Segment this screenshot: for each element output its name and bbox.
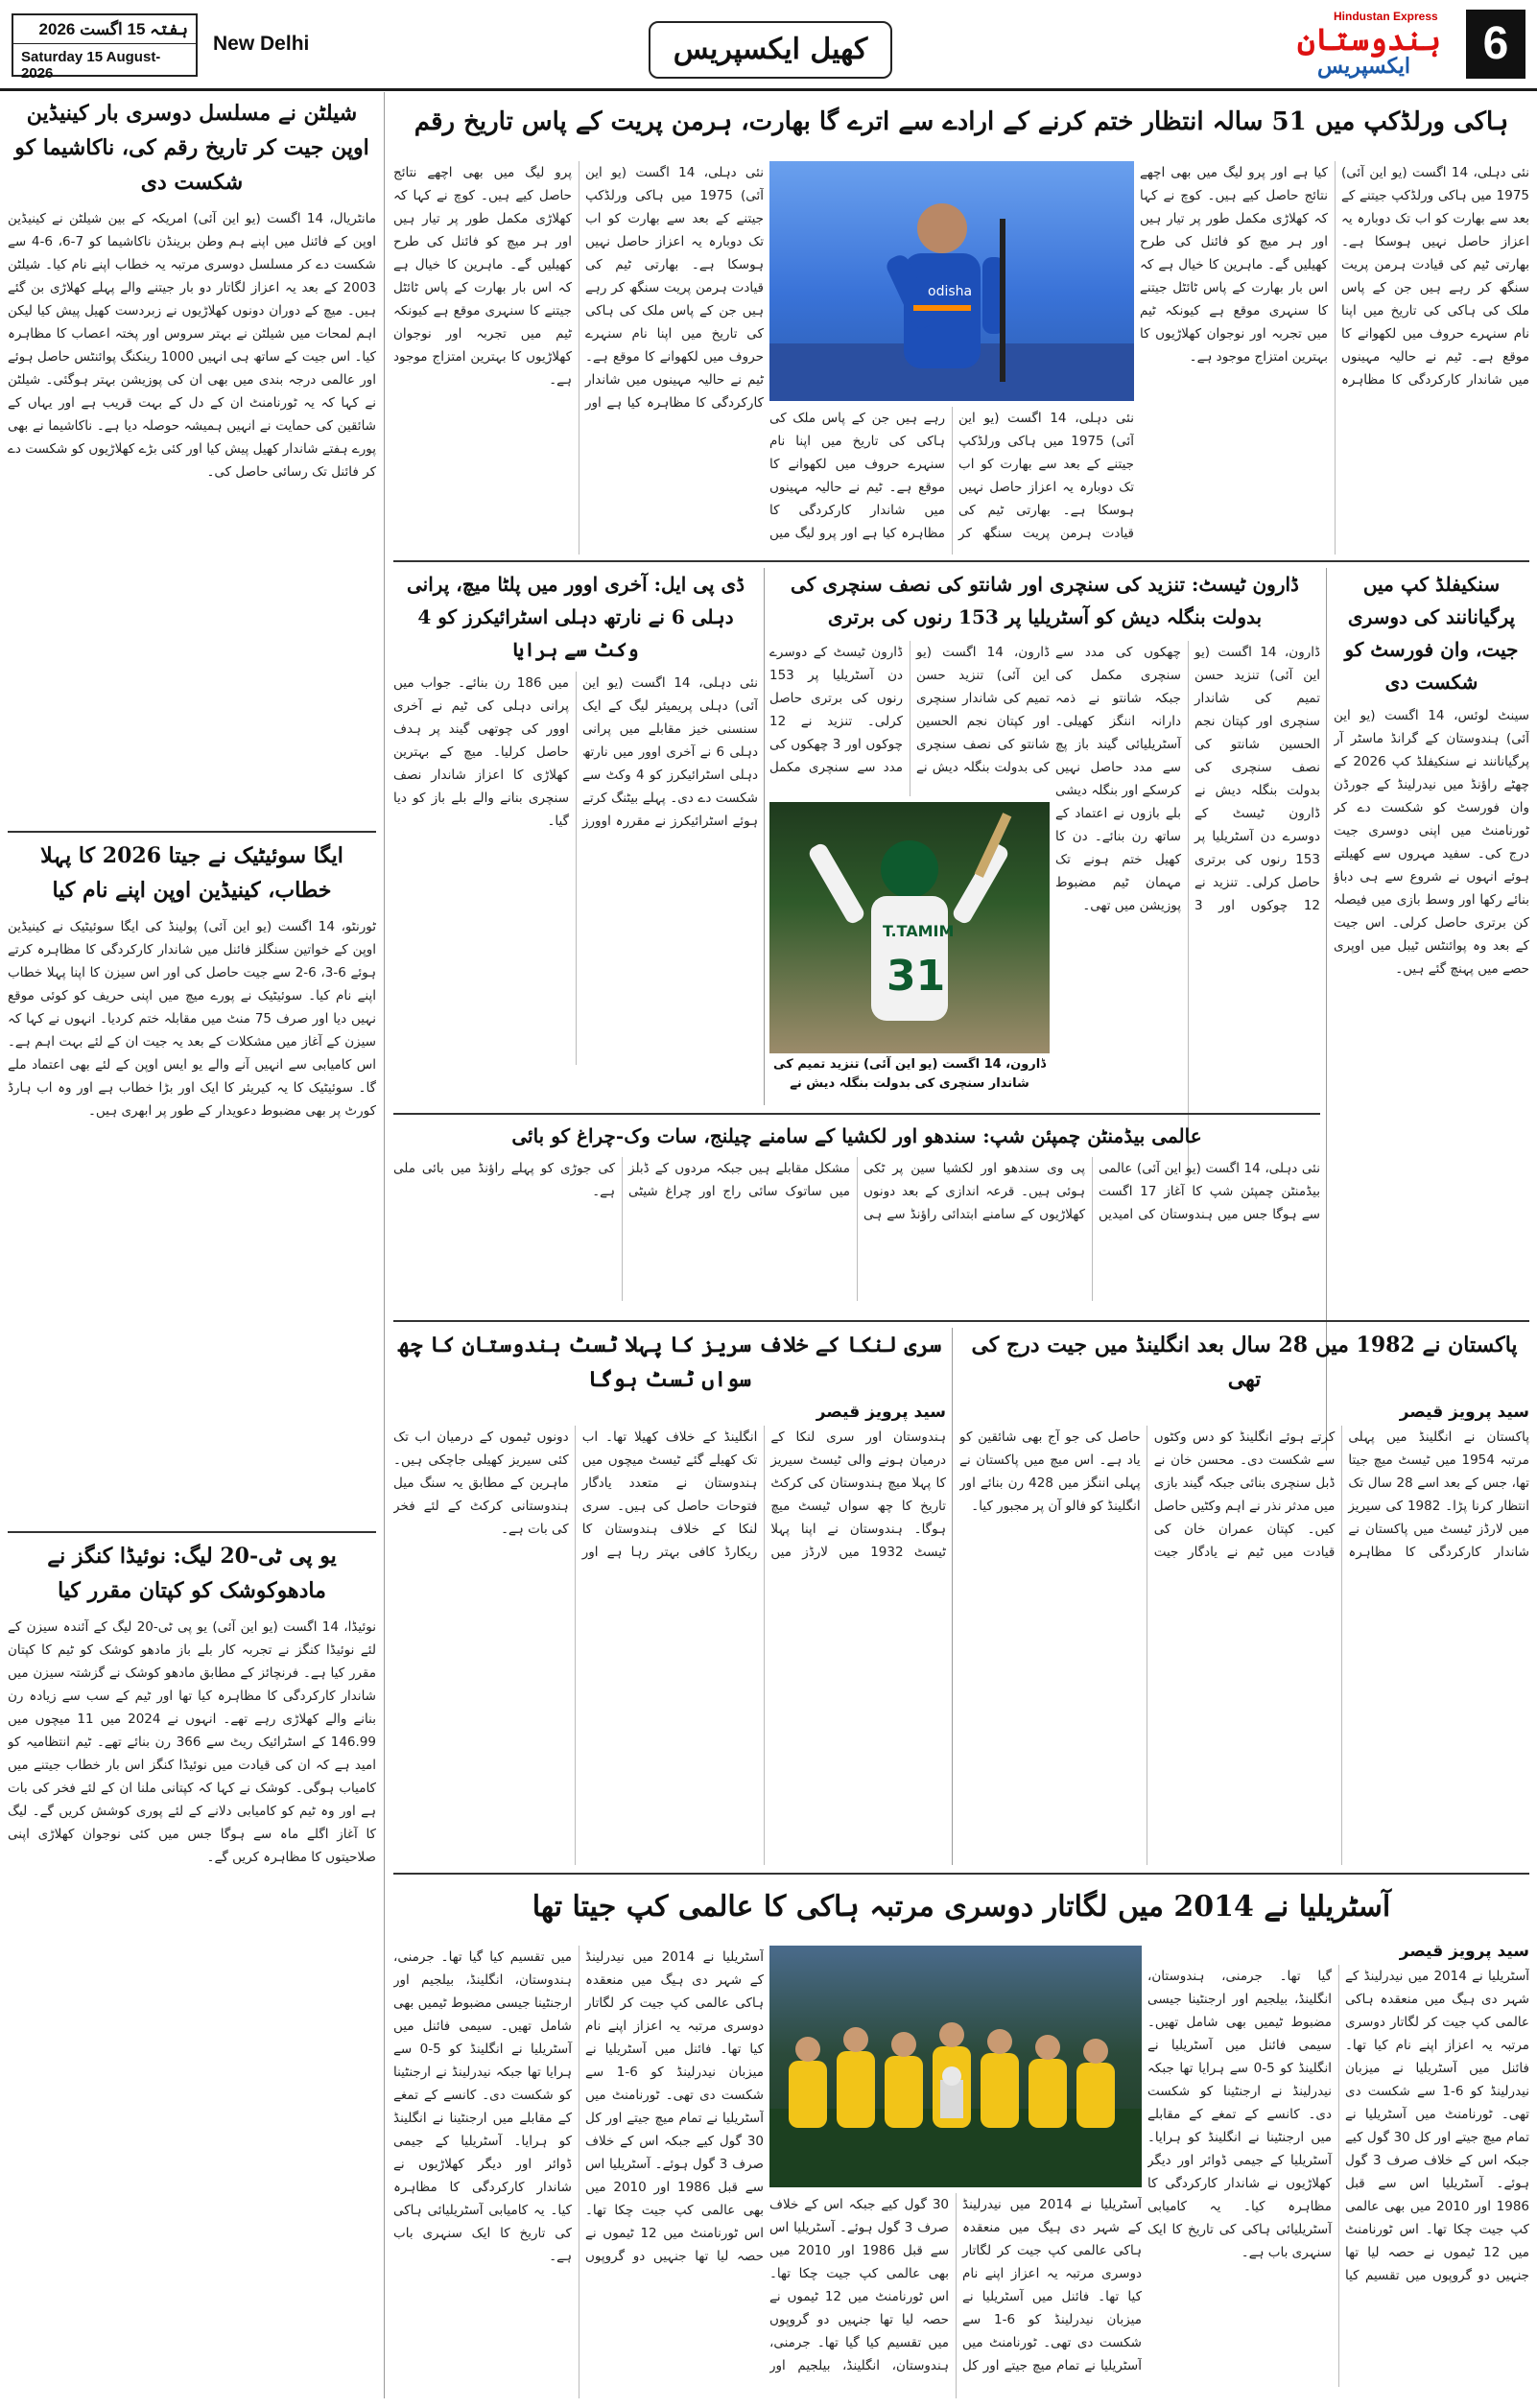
article-darwin-body-left (769, 641, 1050, 796)
logo-urdu-top: ہندوستان (1297, 21, 1441, 58)
jersey-name: T.TAMIM (883, 922, 955, 940)
newspaper-logo (1276, 6, 1449, 83)
article-badminton (393, 1121, 1320, 1312)
headline: شیلٹن نے مسلسل دوسری بار کینیڈین اوپن جیت کر تاریخ رقم کی، ناکاشیما کو شکست دی (14, 101, 369, 195)
headline: ہاکی ورلڈکپ میں 51 سالہ انتظار ختم کرنے کے ارادے سے اترے گا بھارت، ہرمن پریت کے پاس تاریخ رقم (414, 107, 1509, 136)
article-body: نئی دہلی، 14 اگست (یو این آئی) 1975 میں ہاکی ورلڈکپ جیتنے کے بعد سے بھارت کو اب تک دوبارہ یہ اعزاز حاصل نہیں ہوسکا ہے۔ بھارتی ٹیم کی قیادت ہرمن پریت سنگھ کر رہے ہیں جن کے پاس ملک کی ہاکی کی تاریخ میں اپنا نام سنہرے حروف میں لکھوانے کا موقع ہے۔ ٹیم نے حالیہ مہینوں میں شاندار کارکردگی کا مظاہرہ کیا ہے اور پرو لیگ میں بھی اچھے نتائج حاصل کیے ہیں۔ کوچ نے کہا کہ کھلاڑی مکمل طور پر تیار ہیں اور ہر میچ کو فائنل کی طرح کھیلیں گے۔ ماہرین کا خیال ہے کہ اس بار بھارت کے پاس ٹائٹل جیتنے کا سنہری موقع ہے کیونکہ ٹیم میں تجربہ اور نوجوان کھلاڑیوں کا بہترین امتزاج موجود ہے۔ (1140, 165, 1529, 388)
masthead (0, 0, 1537, 91)
article-darwin-body-right (1055, 641, 1320, 1178)
divider (393, 1873, 1529, 1875)
article-body: پاکستان نے انگلینڈ میں پہلی مرتبہ 1954 میں ٹیسٹ میچ جیتا تھا، جس کے بعد اسے 28 سال تک انتظار کرنا پڑا۔ 1982 کی سیریز میں لارڈز ٹیسٹ میں پاکستان نے شاندار کارکردگی کا مظاہرہ کرتے ہوئے انگلینڈ کو دس وکٹوں سے شکست دی۔ محسن خان نے ڈبل سنچری بنائی جبکہ گیند بازی میں مدثر نذر نے اہم وکٹیں حاصل کیں۔ کپتان عمران خان کی قیادت میں ٹیم نے یادگار جیت حاصل کی جو آج بھی شائقین کو یاد ہے۔ اس میچ میں پاکستان نے پہلی اننگز میں 428 رن بنائے اور انگلینڈ کو فالو آن پر مجبور کیا۔ (959, 1429, 1529, 1560)
article-hockey-body-right (1140, 161, 1529, 555)
page-number: 6 (1466, 10, 1525, 79)
divider (393, 1320, 1529, 1322)
hockey-player-illustration (769, 161, 1134, 401)
team-celebration-photo (769, 1946, 1142, 2187)
article-body: نئی دہلی، 14 اگست (یو این آئی) 1975 میں ہاکی ورلڈکپ جیتنے کے بعد سے بھارت کو اب تک دوبارہ یہ اعزاز حاصل نہیں ہوسکا ہے۔ بھارتی ٹیم کی قیادت ہرمن پریت سنگھ کر رہے ہیں جن کے پاس ملک کی ہاکی کی تاریخ میں اپنا نام سنہرے حروف میں لکھوانے کا موقع ہے۔ ٹیم نے حالیہ مہینوں میں شاندار کارکردگی کا مظاہرہ کیا ہے اور پرو لیگ میں بھی اچھے نتائج حاصل کیے ہیں۔ کوچ نے کہا کہ کھلاڑی مکمل طور پر تیار ہیں اور ہر میچ کو فائنل کی طرح کھیلیں گے۔ ماہرین کا خیال ہے کہ اس بار بھارت کے پاس ٹائٹل جیتنے کا سنہری موقع ہے کیونکہ ٹیم میں تجربہ اور نوجوان کھلاڑیوں کا بہترین امتزاج موجود ہے۔ (393, 165, 764, 411)
date-urdu: ہفتہ 15 اگست 2026 (13, 15, 196, 44)
byline: سید پرویز قیصر (816, 1403, 946, 1422)
divider (393, 560, 1529, 562)
article-body: نئی دہلی، 14 اگست (یو این آئی) 1975 میں ہاکی ورلڈکپ جیتنے کے بعد سے بھارت کو اب تک دوبارہ یہ اعزاز حاصل نہیں ہوسکا ہے۔ بھارتی ٹیم کی قیادت ہرمن پریت سنگھ کر رہے ہیں جن کے پاس ملک کی ہاکی کی تاریخ میں اپنا نام سنہرے حروف میں لکھوانے کا موقع ہے۔ ٹیم نے حالیہ مہینوں میں شاندار کارکردگی کا مظاہرہ کیا ہے اور پرو لیگ میں (769, 411, 1134, 541)
headline: ڈارون ٹیسٹ: تنزید کی سنچری اور شانتو کی نصف سنچری کی بدولت بنگلہ دیش کو آسٹریلیا پر 153 رنوں کی برتری (791, 573, 1299, 628)
divider (393, 1113, 1320, 1115)
article-australia-body-left (393, 1946, 764, 2398)
cricket-photo-caption (769, 1055, 1050, 1094)
article-australia-body-under-photo (769, 2193, 1142, 2398)
article-body: آسٹریلیا نے 2014 میں نیدرلینڈ کے شہر دی ہیگ میں منعقدہ ہاکی عالمی کپ جیت کر لگاتار دوسری مرتبہ یہ اعزاز اپنے نام کیا تھا۔ فائنل میں آسٹریلیا نے میزبان نیدرلینڈ کو 6-1 سے شکست دی تھی۔ ٹورنامنٹ میں آسٹریلیا نے تمام میچ جیتے اور کل 30 گول کیے جبکہ اس کے خلاف صرف 3 گول ہوئے۔ آسٹریلیا اس سے قبل 1986 اور 2010 میں بھی عالمی کپ جیت چکا تھا۔ اس ٹورنامنٹ میں 12 ٹیموں نے حصہ لیا تھا جنہیں دو گروپوں میں تقسیم کیا گیا تھا۔ جرمنی، ہندوستان، انگلینڈ، بیلجیم اور ارجنٹینا جیسی مضبوط ٹیمیں بھی شامل تھیں۔ سیمی فائنل میں آسٹریلیا نے انگلینڈ کو 5-0 سے ہرایا تھا جبکہ نیدرلینڈ نے ارجنٹینا کو شکست دی۔ کانسے کے تمغے کے مقابلے میں ارجنٹینا نے انگلینڈ کو ہرایا۔ آسٹریلیا کے جیمی ڈوائر اور دیگر کھلاڑیوں نے شاندار کارکردگی کا مظاہرہ کیا۔ یہ کامیابی آسٹریلیائی ہاکی کی تاریخ کا ایک سنہری باب ہے۔ (393, 1949, 764, 2264)
hockey-player-photo (769, 161, 1134, 401)
article-australia-headline (393, 1880, 1529, 1938)
city-label: New Delhi (213, 33, 310, 55)
headline: عالمی بیڈمنٹن چمپئن شپ: سندھو اور لکشیا کے سامنے چیلنج، سات وک-چراغ کو بائی (511, 1124, 1202, 1147)
article-darwin-headline (769, 568, 1320, 635)
article-body: ٹورنٹو، 14 اگست (یو این آئی) پولینڈ کی ایگا سوئیٹیک نے کینیڈین اوپن کے خواتین سنگلز فائنل میں شاندار کارکردگی کا مظاہرہ کرتے ہوئے 6-3، 6-2 سے جیت حاصل کی اور اس سیزن کا اپنا پہلا خطاب اپنے نام کیا۔ سوئیٹیک نے پورے میچ میں اپنی حریف کو کوئی موقع نہیں دیا اور صرف 75 منٹ میں مقابلہ ختم کردیا۔ انہوں نے کہا کہ سیزن کے آغاز میں مشکلات کے بعد یہ جیت ان کے لئے بہت اہم ہے۔ اس کامیابی سے انہیں آنے والے یو ایس اوپن کے لئے بھی اعتماد ملے گا۔ سوئیٹیک کا یہ کیریئر کا ایک اور بڑا خطاب ہے اور وہ اب ہارڈ کورٹ پر بھی مضبوط دعویدار کے طور پر ابھری ہیں۔ (8, 919, 376, 1119)
headline: پاکستان نے 1982 میں 28 سال بعد انگلینڈ میں جیت درج کی تھی (971, 1333, 1518, 1392)
date-box (12, 13, 198, 82)
team-celebration-illustration (769, 1946, 1142, 2187)
article-body: سینٹ لوئس، 14 اگست (یو این آئی) ہندوستان کے گرانڈ ماسٹر آر پرگیانانند نے سنکیفلڈ کپ 2026 کے چھٹے راؤنڈ میں نیدرلینڈ کے جورڈن وان فورسٹ کو شکست دے کر ٹورنامنٹ میں اپنی دوسری جیت درج کی۔ سفید مہروں سے کھیلتے ہوئے انہوں نے شروع سے ہی دباؤ بنائے رکھا اور وسط بازی میں فیصلہ کن برتری حاصل کرلی۔ اس جیت کے بعد وہ پوائنٹس ٹیبل میں اوپری حصے میں پہنچ گئے ہیں۔ (1334, 708, 1529, 977)
divider (764, 568, 765, 1105)
headline: ڈی پی ایل: آخری اوور میں پلٹا میچ، پرانی دہلی 6 نے نارتھ دہلی اسٹرائیکرز کو 4 وکٹ سے ہرایا (406, 573, 745, 661)
sidebar-divider (384, 92, 385, 2398)
headline: آسٹریلیا نے 2014 میں لگاتار دوسری مرتبہ ہاکی کا عالمی کپ جیتا تھا (532, 1890, 1391, 1924)
article-shelton (8, 96, 376, 825)
article-swiatek (8, 838, 376, 1525)
article-srilanka (393, 1328, 946, 1865)
article-australia-body-right (1147, 1942, 1529, 2398)
article-body: نئی دہلی، 14 اگست (یو این آئی) دہلی پریمیئر لیگ کے ایک سنسنی خیز مقابلے میں پرانی دہلی 6 نے آخری اوور میں نارتھ دہلی اسٹرائیکرز کو 4 وکٹ سے شکست دے دی۔ پہلے بیٹنگ کرتے ہوئے اسٹرائیکرز نے مقررہ اوورز میں 186 رن بنائے۔ جواب میں پرانی دہلی کی ٹیم نے آخری اوور کی چوتھی گیند پر ہدف حاصل کرلیا۔ میچ کے بہترین کھلاڑی کا اعزاز شاندار نصف سنچری بنانے والے بلے باز کو دیا گیا۔ (393, 675, 758, 829)
headline: یو پی ٹی-20 لیگ: نوئیڈا کنگز نے مادھوکوشک کو کپتان مقرر کیا (47, 1544, 337, 1603)
article-pakistan-1982 (959, 1328, 1529, 1865)
headline: سنکیفلڈ کپ میں پرگیانانند کی دوسری جیت، وان فورسٹ کو شکست دی (1344, 573, 1519, 694)
article-body: نئی دہلی، 14 اگست (یو این آئی) عالمی بیڈمنٹن چمپئن شپ کا آغاز 17 اگست سے ہوگا جس میں ہندوستان کی امیدیں پی وی سندھو اور لکشیا سین پر ٹکی ہوئی ہیں۔ قرعہ اندازی کے بعد دونوں کھلاڑیوں کے سامنے ابتدائی راؤنڈ سے ہی مشکل مقابلے ہیں جبکہ مردوں کے ڈبلز میں ساتوک سائی راج اور چراغ شیٹی کی جوڑی کو پہلے راؤنڈ میں بائی ملی ہے۔ (393, 1161, 1320, 1222)
jersey-number: 31 (887, 952, 946, 1001)
cricket-player-photo (769, 802, 1050, 1053)
logo-english-text: Hindustan Express (1334, 10, 1438, 23)
article-dpl (393, 568, 758, 1105)
jersey-text: odisha (928, 284, 973, 299)
article-noida-kings (8, 1539, 376, 2398)
article-body: نوئیڈا، 14 اگست (یو این آئی) یو پی ٹی-20 لیگ کے آئندہ سیزن کے لئے نوئیڈا کنگز نے تجربہ کار بلے باز مادھو کوشک کو ٹیم کا کپتان مقرر کیا ہے۔ فرنچائز کے مطابق مادھو کوشک نے گزشتہ سیزن میں شاندار کارکردگی کا مظاہرہ کیا تھا اور ٹیم کے سب سے زیادہ رن بنانے والے کھلاڑی رہے تھے۔ انہوں نے 2024 میں 11 میچوں میں 146.99 کے اسٹرائیک ریٹ سے 366 رن بنائے تھے۔ ٹیم انتظامیہ کو امید ہے کہ ان کی قیادت میں نوئیڈا کنگز اس بار خطاب جیتنے میں کامیاب ہوگی۔ کوشک نے کہا کہ کپتانی ملنا ان کے لئے فخر کی بات ہے اور وہ ٹیم کو کامیابی دلانے کے لئے پوری کوشش کریں گے۔ لیگ کا آغاز اگلے ماہ سے ہوگا جس میں کئی نوجوان کھلاڑی اپنی صلاحیتوں کا مظاہرہ کریں گے۔ (8, 1619, 376, 1865)
caption: ڈارون، 14 اگست (یو این آئی) تنزید تمیم کی شاندار سنچری کی بدولت بنگلہ دیش نے (772, 1057, 1047, 1091)
logo-urdu-bottom: ایکسپریس (1317, 54, 1410, 79)
headline: ایگا سوئیٹیک نے جیتا 2026 کا پہلا خطاب، کینیڈین اوپن اپنے نام کیا (40, 843, 343, 903)
article-body: آسٹریلیا نے 2014 میں نیدرلینڈ کے شہر دی ہیگ میں منعقدہ ہاکی عالمی کپ جیت کر لگاتار دوسری مرتبہ یہ اعزاز اپنے نام کیا تھا۔ فائنل میں آسٹریلیا نے میزبان نیدرلینڈ کو 6-1 سے شکست دی تھی۔ ٹورنامنٹ میں آسٹریلیا نے تمام میچ جیتے اور کل 30 گول کیے جبکہ اس کے خلاف صرف 3 گول ہوئے۔ آسٹریلیا اس سے قبل 1986 اور 2010 میں بھی عالمی کپ جیت چکا تھا۔ اس ٹورنامنٹ میں 12 ٹیموں نے حصہ لیا تھا جنہیں دو گروپوں میں تقسیم کیا گیا تھا۔ جرمنی، ہندوستان، انگلینڈ، بیلجیم اور ارجنٹینا جیسی مضبوط ٹیمیں بھی شامل تھیں۔ سیمی فائنل میں آسٹریلیا نے انگلینڈ کو 5-0 سے ہرایا تھا جبکہ نیدرلینڈ نے ارجنٹینا کو شکست دی۔ کانسے کے تمغے کے مقابلے میں ارجنٹینا نے انگلینڈ کو ہرایا۔ آسٹریلیا کے جیمی ڈوائر اور دیگر کھلاڑیوں نے شاندار کارکردگی کا مظاہرہ کیا۔ یہ کامیابی آسٹریلیائی ہاکی کی تاریخ کا ایک سنہری باب ہے۔ (1147, 1969, 1529, 2283)
divider (1326, 568, 1327, 1451)
byline: سید پرویز قیصر (1399, 1942, 1529, 1961)
section-title: کھیل ایکسپریس (649, 21, 892, 79)
divider (8, 1531, 376, 1533)
article-body: ہندوستان اور سری لنکا کے درمیان ہونے والی ٹیسٹ سیریز کا پہلا میچ ہندوستان کی کرکٹ تاریخ کا چھ سواں ٹیسٹ میچ ہوگا۔ ہندوستان نے اپنا پہلا ٹیسٹ 1932 میں لارڈز میں انگلینڈ کے خلاف کھیلا تھا۔ اب تک کھیلے گئے ٹیسٹ میچوں میں ہندوستان نے متعدد یادگار فتوحات حاصل کی ہیں۔ سری لنکا کے خلاف ہندوستان کا ریکارڈ کافی بہتر رہا ہے اور دونوں ٹیموں کے درمیان اب تک کئی سیریز کھیلی جاچکی ہیں۔ ماہرین کے مطابق یہ سنگ میل ہندوستانی کرکٹ کے لئے فخر کی بات ہے۔ (393, 1429, 946, 1560)
article-hockey-body-under-photo (769, 407, 1134, 555)
divider (952, 1328, 953, 1865)
article-body: مانٹریال، 14 اگست (یو این آئی) امریکہ کے بین شیلٹن نے کینیڈین اوپن کے فائنل میں اپنے ہم وطن برینڈن ناکاشیما کو 7-6، 6-4 سے شکست دے کر مسلسل دوسری مرتبہ یہ خطاب اپنے نام کیا۔ شیلٹن 2003 کے بعد یہ اعزاز لگاتار دو بار جیتنے والے پہلے کھلاڑی بن گئے ہیں۔ میچ کے دوران دونوں کھلاڑیوں نے زبردست کھیل پیش کیا لیکن اہم لمحات میں شیلٹن نے بہتر سروس اور پختہ اعصاب کا مظاہرہ کیا۔ اس جیت کے ساتھ ہی انہیں 1000 رینکنگ پوائنٹس حاصل ہوئے اور عالمی درجہ بندی میں بھی ان کی پوزیشن بہتر ہوگئی۔ شیلٹن نے کہا کہ یہ ٹورنامنٹ ان کے دل کے بہت قریب ہے اور یہاں کے شائقین کی حمایت نے انہیں ہمیشہ حوصلہ دیا ہے۔ ناکاشیما نے بھی پورے ہفتے شاندار کھیل پیش کیا اور کئی بڑے کھلاڑیوں کو شکست دے کر فائنل تک رسائی حاصل کی۔ (8, 211, 376, 480)
cricket-player-illustration (769, 802, 1050, 1053)
article-body: آسٹریلیا نے 2014 میں نیدرلینڈ کے شہر دی ہیگ میں منعقدہ ہاکی عالمی کپ جیت کر لگاتار دوسری مرتبہ یہ اعزاز اپنے نام کیا تھا۔ فائنل میں آسٹریلیا نے میزبان نیدرلینڈ کو 6-1 سے شکست دی تھی۔ ٹورنامنٹ میں آسٹریلیا نے تمام میچ جیتے اور کل 30 گول کیے جبکہ اس کے خلاف صرف 3 گول ہوئے۔ آسٹریلیا اس سے قبل 1986 اور 2010 میں بھی عالمی کپ جیت چکا تھا۔ اس ٹورنامنٹ میں 12 ٹیموں نے حصہ لیا تھا جنہیں دو گروپوں میں تقسیم کیا گیا تھا۔ جرمنی، ہندوستان، انگلینڈ، بیلجیم اور (769, 2197, 1142, 2373)
article-hockey-headline (393, 96, 1529, 153)
article-body: ڈارون، 14 اگست (یو این آئی) تنزید حسن تمیم کی شاندار سنچری اور کپتان نجم الحسین شانتو کی نصف سنچری کی بدولت بنگلہ دیش نے ڈارون ٹیسٹ کے دوسرے دن آسٹریلیا پر 153 رنوں کی برتری حاصل کرلی۔ تنزید نے 12 چوکوں اور 3 چھکوں کی مدد سے سنچری مکمل کی جبکہ شانتو نے ذمہ دارانہ اننگز کھیلی۔ آسٹریلیائی گیند باز پچ سے مدد حاصل نہیں کرسکے اور بنگلہ دیشی بلے بازوں نے اعتماد کے ساتھ رن بنائے۔ دن کا کھیل ختم ہونے تک مہمان ٹیم مضبوط پوزیشن میں تھی۔ (1055, 645, 1320, 913)
article-body: ڈارون، 14 اگست (یو این آئی) تنزید حسن تمیم کی شاندار سنچری اور کپتان نجم الحسین شانتو کی نصف سنچری کی بدولت بنگلہ دیش نے ڈارون ٹیسٹ کے دوسرے دن آسٹریلیا پر 153 رنوں کی برتری حاصل کرلی۔ تنزید نے 12 چوکوں اور 3 چھکوں کی مدد سے سنچری مکمل (769, 645, 1050, 775)
byline: سید پرویز قیصر (1399, 1403, 1529, 1422)
article-sinquefield (1334, 568, 1529, 1451)
divider (8, 831, 376, 833)
date-english: Saturday 15 August-2026 (21, 49, 161, 82)
article-hockey-body-left (393, 161, 764, 555)
headline: سری لنکا کے خلاف سریز کا پہلا ٹسٹ ہندوستان کا چھ سواں ٹسٹ ہوگا (397, 1333, 942, 1392)
